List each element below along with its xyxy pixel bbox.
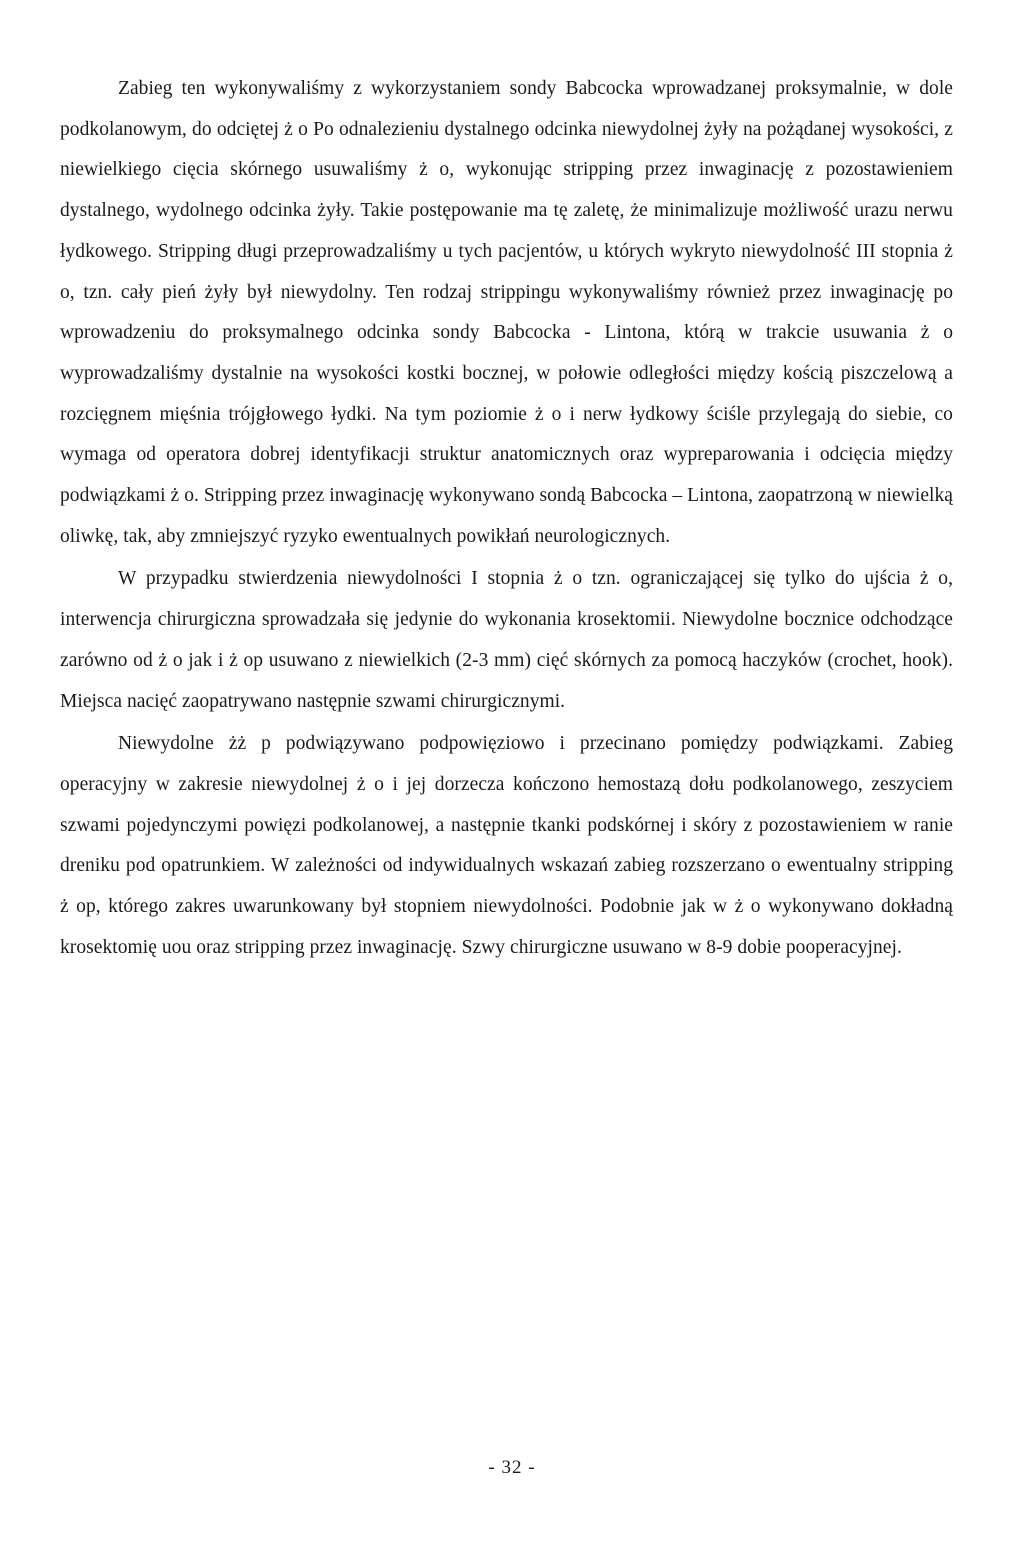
paragraph-perforator-ligation: Niewydolne żż p podwiązywano podpowięziowo i przecinano pomiędzy podwiązkami. Zabieg operacyjny w zakresie niewydolnej ż o i jej dorzecza kończono hemostazą dołu podkolanowego, zeszyciem szwami pojedynczymi powięzi podkolanowej, a następnie tkanki podskórnej i skóry z pozostawieniem w ranie dreniku pod opatrunkiem. W zależności od indywidualnych wskazań zabieg rozszerzano o ewentualny stripping ż op, którego zakres uwarunkowany był stopniem niewydolności. Podobnie jak w ż o wykonywano dokładną krosektomię uou oraz stripping przez inwaginację. Szwy chirurgiczne usuwano w 8-9 dobie pooperacyjnej.	[60, 733, 953, 958]
paragraph-first-degree-insufficiency: W przypadku stwierdzenia niewydolności I stopnia ż o tzn. ograniczającej się tylko do ujścia ż o, interwencja chirurgiczna sprowadzała się jedynie do wykonania krosektomii. Niewydolne bocznice odchodzące zarówno od ż o jak i ż op usuwano z niewielkich (2-3 mm) cięć skórnych za pomocą haczyków (crochet, hook). Miejsca nacięć zaopatrywano następnie szwami chirurgicznymi.	[60, 568, 953, 712]
page-number: - 32 -	[488, 1457, 536, 1478]
document-body	[60, 69, 953, 968]
paragraph-stripping-technique: Zabieg ten wykonywaliśmy z wykorzystaniem sondy Babcocka wprowadzanej proksymalnie, w dole podkolanowym, do odciętej ż o Po odnalezieniu dystalnego odcinka niewydolnej żyły na pożądanej wysokości, z niewielkiego cięcia skórnego usuwaliśmy ż o, wykonując stripping przez inwaginację z pozostawieniem dystalnego, wydolnego odcinka żyły. Takie postępowanie ma tę zaletę, że minimalizuje możliwość urazu nerwu łydkowego. Stripping długi przeprowadzaliśmy u tych pacjentów, u których wykryto niewydolność III stopnia ż o, tzn. cały pień żyły był niewydolny. Ten rodzaj strippingu wykonywaliśmy również przez inwaginację po wprowadzeniu do proksymalnego odcinka sondy Babcocka - Lintona, którą w trakcie usuwania ż o wyprowadzaliśmy dystalnie na wysokości kostki bocznej, w połowie odległości między kością piszczelową a rozcięgnem mięśnia trójgłowego łydki. Na tym poziomie ż o i nerw łydkowy ściśle przylegają do siebie, co wymaga od operatora dobrej identyfikacji struktur anatomicznych oraz wypreparowania i odcięcia między podwiązkami ż o. Stripping przez inwaginację wykonywano sondą Babcocka – Lintona, zaopatrzoną w niewielką oliwkę, tak, aby zmniejszyć ryzyko ewentualnych powikłań neurologicznych.	[60, 78, 953, 547]
